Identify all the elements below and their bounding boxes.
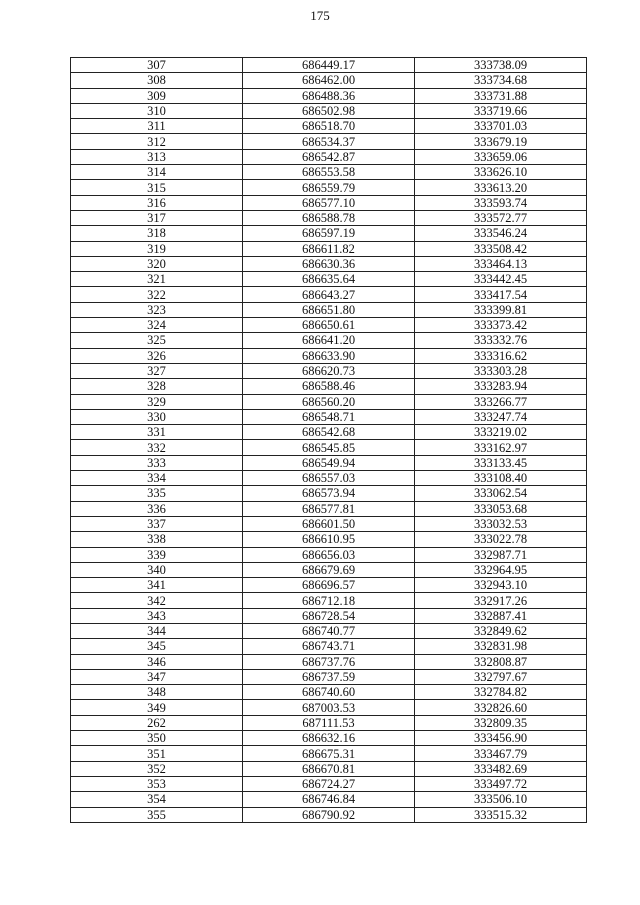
table-row — [71, 180, 587, 195]
point-number-cell: 334 — [71, 471, 243, 486]
point-number-cell: 336 — [71, 501, 243, 516]
table-row — [71, 440, 587, 455]
y-coordinate-cell: 333032.53 — [415, 516, 587, 531]
x-coordinate-cell: 686553.58 — [243, 165, 415, 180]
y-coordinate-cell: 332808.87 — [415, 654, 587, 669]
point-number-cell: 325 — [71, 333, 243, 348]
point-number-cell: 340 — [71, 562, 243, 577]
y-coordinate-cell: 333133.45 — [415, 455, 587, 470]
y-coordinate-cell: 332943.10 — [415, 578, 587, 593]
table-row — [71, 241, 587, 256]
y-coordinate-cell: 333701.03 — [415, 119, 587, 134]
table-row — [71, 394, 587, 409]
point-number-cell: 329 — [71, 394, 243, 409]
table-row — [71, 562, 587, 577]
x-coordinate-cell: 686577.10 — [243, 195, 415, 210]
y-coordinate-cell: 333399.81 — [415, 302, 587, 317]
x-coordinate-cell: 686502.98 — [243, 103, 415, 118]
x-coordinate-cell: 686670.81 — [243, 761, 415, 776]
coordinates-table-body — [71, 58, 587, 823]
point-number-cell: 316 — [71, 195, 243, 210]
y-coordinate-cell: 333515.32 — [415, 807, 587, 822]
point-number-cell: 312 — [71, 134, 243, 149]
x-coordinate-cell: 686737.59 — [243, 669, 415, 684]
table-row — [71, 210, 587, 225]
y-coordinate-cell: 333572.77 — [415, 210, 587, 225]
x-coordinate-cell: 686534.37 — [243, 134, 415, 149]
point-number-cell: 313 — [71, 149, 243, 164]
point-number-cell: 328 — [71, 379, 243, 394]
x-coordinate-cell: 686542.68 — [243, 425, 415, 440]
x-coordinate-cell: 686610.95 — [243, 532, 415, 547]
table-row — [71, 318, 587, 333]
table-row — [71, 88, 587, 103]
x-coordinate-cell: 686630.36 — [243, 256, 415, 271]
y-coordinate-cell: 333497.72 — [415, 776, 587, 791]
table-row — [71, 578, 587, 593]
y-coordinate-cell: 333506.10 — [415, 792, 587, 807]
point-number-cell: 320 — [71, 256, 243, 271]
table-row — [71, 547, 587, 562]
table-row — [71, 165, 587, 180]
point-number-cell: 343 — [71, 608, 243, 623]
point-number-cell: 307 — [71, 58, 243, 73]
x-coordinate-cell: 687003.53 — [243, 700, 415, 715]
point-number-cell: 314 — [71, 165, 243, 180]
table-row — [71, 654, 587, 669]
x-coordinate-cell: 687111.53 — [243, 715, 415, 730]
table-row — [71, 272, 587, 287]
x-coordinate-cell: 686597.19 — [243, 226, 415, 241]
x-coordinate-cell: 686790.92 — [243, 807, 415, 822]
point-number-cell: 322 — [71, 287, 243, 302]
y-coordinate-cell: 333613.20 — [415, 180, 587, 195]
table-row — [71, 195, 587, 210]
table-row — [71, 103, 587, 118]
coordinates-table — [70, 57, 587, 823]
y-coordinate-cell: 333283.94 — [415, 379, 587, 394]
point-number-cell: 352 — [71, 761, 243, 776]
y-coordinate-cell: 333734.68 — [415, 73, 587, 88]
y-coordinate-cell: 333062.54 — [415, 486, 587, 501]
x-coordinate-cell: 686611.82 — [243, 241, 415, 256]
x-coordinate-cell: 686633.90 — [243, 348, 415, 363]
point-number-cell: 332 — [71, 440, 243, 455]
y-coordinate-cell: 333456.90 — [415, 731, 587, 746]
x-coordinate-cell: 686559.79 — [243, 180, 415, 195]
x-coordinate-cell: 686746.84 — [243, 792, 415, 807]
x-coordinate-cell: 686651.80 — [243, 302, 415, 317]
point-number-cell: 337 — [71, 516, 243, 531]
y-coordinate-cell: 333546.24 — [415, 226, 587, 241]
x-coordinate-cell: 686650.61 — [243, 318, 415, 333]
table-row — [71, 486, 587, 501]
point-number-cell: 355 — [71, 807, 243, 822]
x-coordinate-cell: 686548.71 — [243, 409, 415, 424]
x-coordinate-cell: 686635.64 — [243, 272, 415, 287]
x-coordinate-cell: 686712.18 — [243, 593, 415, 608]
x-coordinate-cell: 686641.20 — [243, 333, 415, 348]
table-row — [71, 119, 587, 134]
point-number-cell: 311 — [71, 119, 243, 134]
point-number-cell: 317 — [71, 210, 243, 225]
y-coordinate-cell: 332849.62 — [415, 623, 587, 638]
table-row — [71, 746, 587, 761]
table-row — [71, 256, 587, 271]
y-coordinate-cell: 333219.02 — [415, 425, 587, 440]
y-coordinate-cell: 333332.76 — [415, 333, 587, 348]
point-number-cell: 326 — [71, 348, 243, 363]
point-number-cell: 339 — [71, 547, 243, 562]
y-coordinate-cell: 333719.66 — [415, 103, 587, 118]
table-row — [71, 792, 587, 807]
table-row — [71, 333, 587, 348]
table-row — [71, 776, 587, 791]
point-number-cell: 309 — [71, 88, 243, 103]
y-coordinate-cell: 333508.42 — [415, 241, 587, 256]
table-row — [71, 149, 587, 164]
table-row — [71, 58, 587, 73]
table-row — [71, 287, 587, 302]
y-coordinate-cell: 333247.74 — [415, 409, 587, 424]
y-coordinate-cell: 332826.60 — [415, 700, 587, 715]
x-coordinate-cell: 686679.69 — [243, 562, 415, 577]
point-number-cell: 323 — [71, 302, 243, 317]
table-row — [71, 409, 587, 424]
point-number-cell: 350 — [71, 731, 243, 746]
table-row — [71, 715, 587, 730]
x-coordinate-cell: 686696.57 — [243, 578, 415, 593]
table-row — [71, 73, 587, 88]
point-number-cell: 349 — [71, 700, 243, 715]
y-coordinate-cell: 333679.19 — [415, 134, 587, 149]
point-number-cell: 324 — [71, 318, 243, 333]
point-number-cell: 338 — [71, 532, 243, 547]
table-row — [71, 516, 587, 531]
point-number-cell: 342 — [71, 593, 243, 608]
point-number-cell: 315 — [71, 180, 243, 195]
y-coordinate-cell: 332987.71 — [415, 547, 587, 562]
y-coordinate-cell: 333417.54 — [415, 287, 587, 302]
x-coordinate-cell: 686449.17 — [243, 58, 415, 73]
y-coordinate-cell: 332964.95 — [415, 562, 587, 577]
table-row — [71, 302, 587, 317]
table-row — [71, 501, 587, 516]
point-number-cell: 321 — [71, 272, 243, 287]
point-number-cell: 318 — [71, 226, 243, 241]
table-row — [71, 425, 587, 440]
table-row — [71, 731, 587, 746]
y-coordinate-cell: 333731.88 — [415, 88, 587, 103]
y-coordinate-cell: 333022.78 — [415, 532, 587, 547]
table-row — [71, 363, 587, 378]
y-coordinate-cell: 332784.82 — [415, 685, 587, 700]
y-coordinate-cell: 332887.41 — [415, 608, 587, 623]
y-coordinate-cell: 333303.28 — [415, 363, 587, 378]
x-coordinate-cell: 686743.71 — [243, 639, 415, 654]
x-coordinate-cell: 686601.50 — [243, 516, 415, 531]
table-row — [71, 761, 587, 776]
x-coordinate-cell: 686737.76 — [243, 654, 415, 669]
y-coordinate-cell: 333738.09 — [415, 58, 587, 73]
x-coordinate-cell: 686462.00 — [243, 73, 415, 88]
x-coordinate-cell: 686656.03 — [243, 547, 415, 562]
point-number-cell: 341 — [71, 578, 243, 593]
x-coordinate-cell: 686675.31 — [243, 746, 415, 761]
y-coordinate-cell: 332797.67 — [415, 669, 587, 684]
x-coordinate-cell: 686740.77 — [243, 623, 415, 638]
table-row — [71, 639, 587, 654]
point-number-cell: 330 — [71, 409, 243, 424]
y-coordinate-cell: 333467.79 — [415, 746, 587, 761]
y-coordinate-cell: 333373.42 — [415, 318, 587, 333]
x-coordinate-cell: 686740.60 — [243, 685, 415, 700]
y-coordinate-cell: 332809.35 — [415, 715, 587, 730]
y-coordinate-cell: 333464.13 — [415, 256, 587, 271]
table-row — [71, 669, 587, 684]
x-coordinate-cell: 686560.20 — [243, 394, 415, 409]
y-coordinate-cell: 333162.97 — [415, 440, 587, 455]
x-coordinate-cell: 686643.27 — [243, 287, 415, 302]
y-coordinate-cell: 333316.62 — [415, 348, 587, 363]
table-row — [71, 226, 587, 241]
point-number-cell: 354 — [71, 792, 243, 807]
point-number-cell: 333 — [71, 455, 243, 470]
table-row — [71, 379, 587, 394]
table-row — [71, 455, 587, 470]
x-coordinate-cell: 686588.46 — [243, 379, 415, 394]
x-coordinate-cell: 686588.78 — [243, 210, 415, 225]
point-number-cell: 262 — [71, 715, 243, 730]
x-coordinate-cell: 686488.36 — [243, 88, 415, 103]
y-coordinate-cell: 333482.69 — [415, 761, 587, 776]
x-coordinate-cell: 686724.27 — [243, 776, 415, 791]
point-number-cell: 308 — [71, 73, 243, 88]
x-coordinate-cell: 686549.94 — [243, 455, 415, 470]
x-coordinate-cell: 686577.81 — [243, 501, 415, 516]
table-row — [71, 593, 587, 608]
table-row — [71, 685, 587, 700]
table-row — [71, 700, 587, 715]
y-coordinate-cell: 332917.26 — [415, 593, 587, 608]
point-number-cell: 345 — [71, 639, 243, 654]
x-coordinate-cell: 686542.87 — [243, 149, 415, 164]
x-coordinate-cell: 686557.03 — [243, 471, 415, 486]
point-number-cell: 310 — [71, 103, 243, 118]
table-row — [71, 348, 587, 363]
x-coordinate-cell: 686620.73 — [243, 363, 415, 378]
table-row — [71, 471, 587, 486]
y-coordinate-cell: 332831.98 — [415, 639, 587, 654]
point-number-cell: 331 — [71, 425, 243, 440]
y-coordinate-cell: 333593.74 — [415, 195, 587, 210]
point-number-cell: 319 — [71, 241, 243, 256]
point-number-cell: 344 — [71, 623, 243, 638]
point-number-cell: 351 — [71, 746, 243, 761]
y-coordinate-cell: 333108.40 — [415, 471, 587, 486]
x-coordinate-cell: 686573.94 — [243, 486, 415, 501]
table-row — [71, 608, 587, 623]
page-number: 175 — [310, 8, 330, 23]
x-coordinate-cell: 686545.85 — [243, 440, 415, 455]
y-coordinate-cell: 333659.06 — [415, 149, 587, 164]
point-number-cell: 348 — [71, 685, 243, 700]
point-number-cell: 347 — [71, 669, 243, 684]
y-coordinate-cell: 333626.10 — [415, 165, 587, 180]
point-number-cell: 327 — [71, 363, 243, 378]
y-coordinate-cell: 333053.68 — [415, 501, 587, 516]
point-number-cell: 353 — [71, 776, 243, 791]
table-row — [71, 807, 587, 822]
table-row — [71, 532, 587, 547]
x-coordinate-cell: 686728.54 — [243, 608, 415, 623]
table-row — [71, 623, 587, 638]
point-number-cell: 335 — [71, 486, 243, 501]
x-coordinate-cell: 686518.70 — [243, 119, 415, 134]
y-coordinate-cell: 333442.45 — [415, 272, 587, 287]
table-row — [71, 134, 587, 149]
y-coordinate-cell: 333266.77 — [415, 394, 587, 409]
point-number-cell: 346 — [71, 654, 243, 669]
x-coordinate-cell: 686632.16 — [243, 731, 415, 746]
